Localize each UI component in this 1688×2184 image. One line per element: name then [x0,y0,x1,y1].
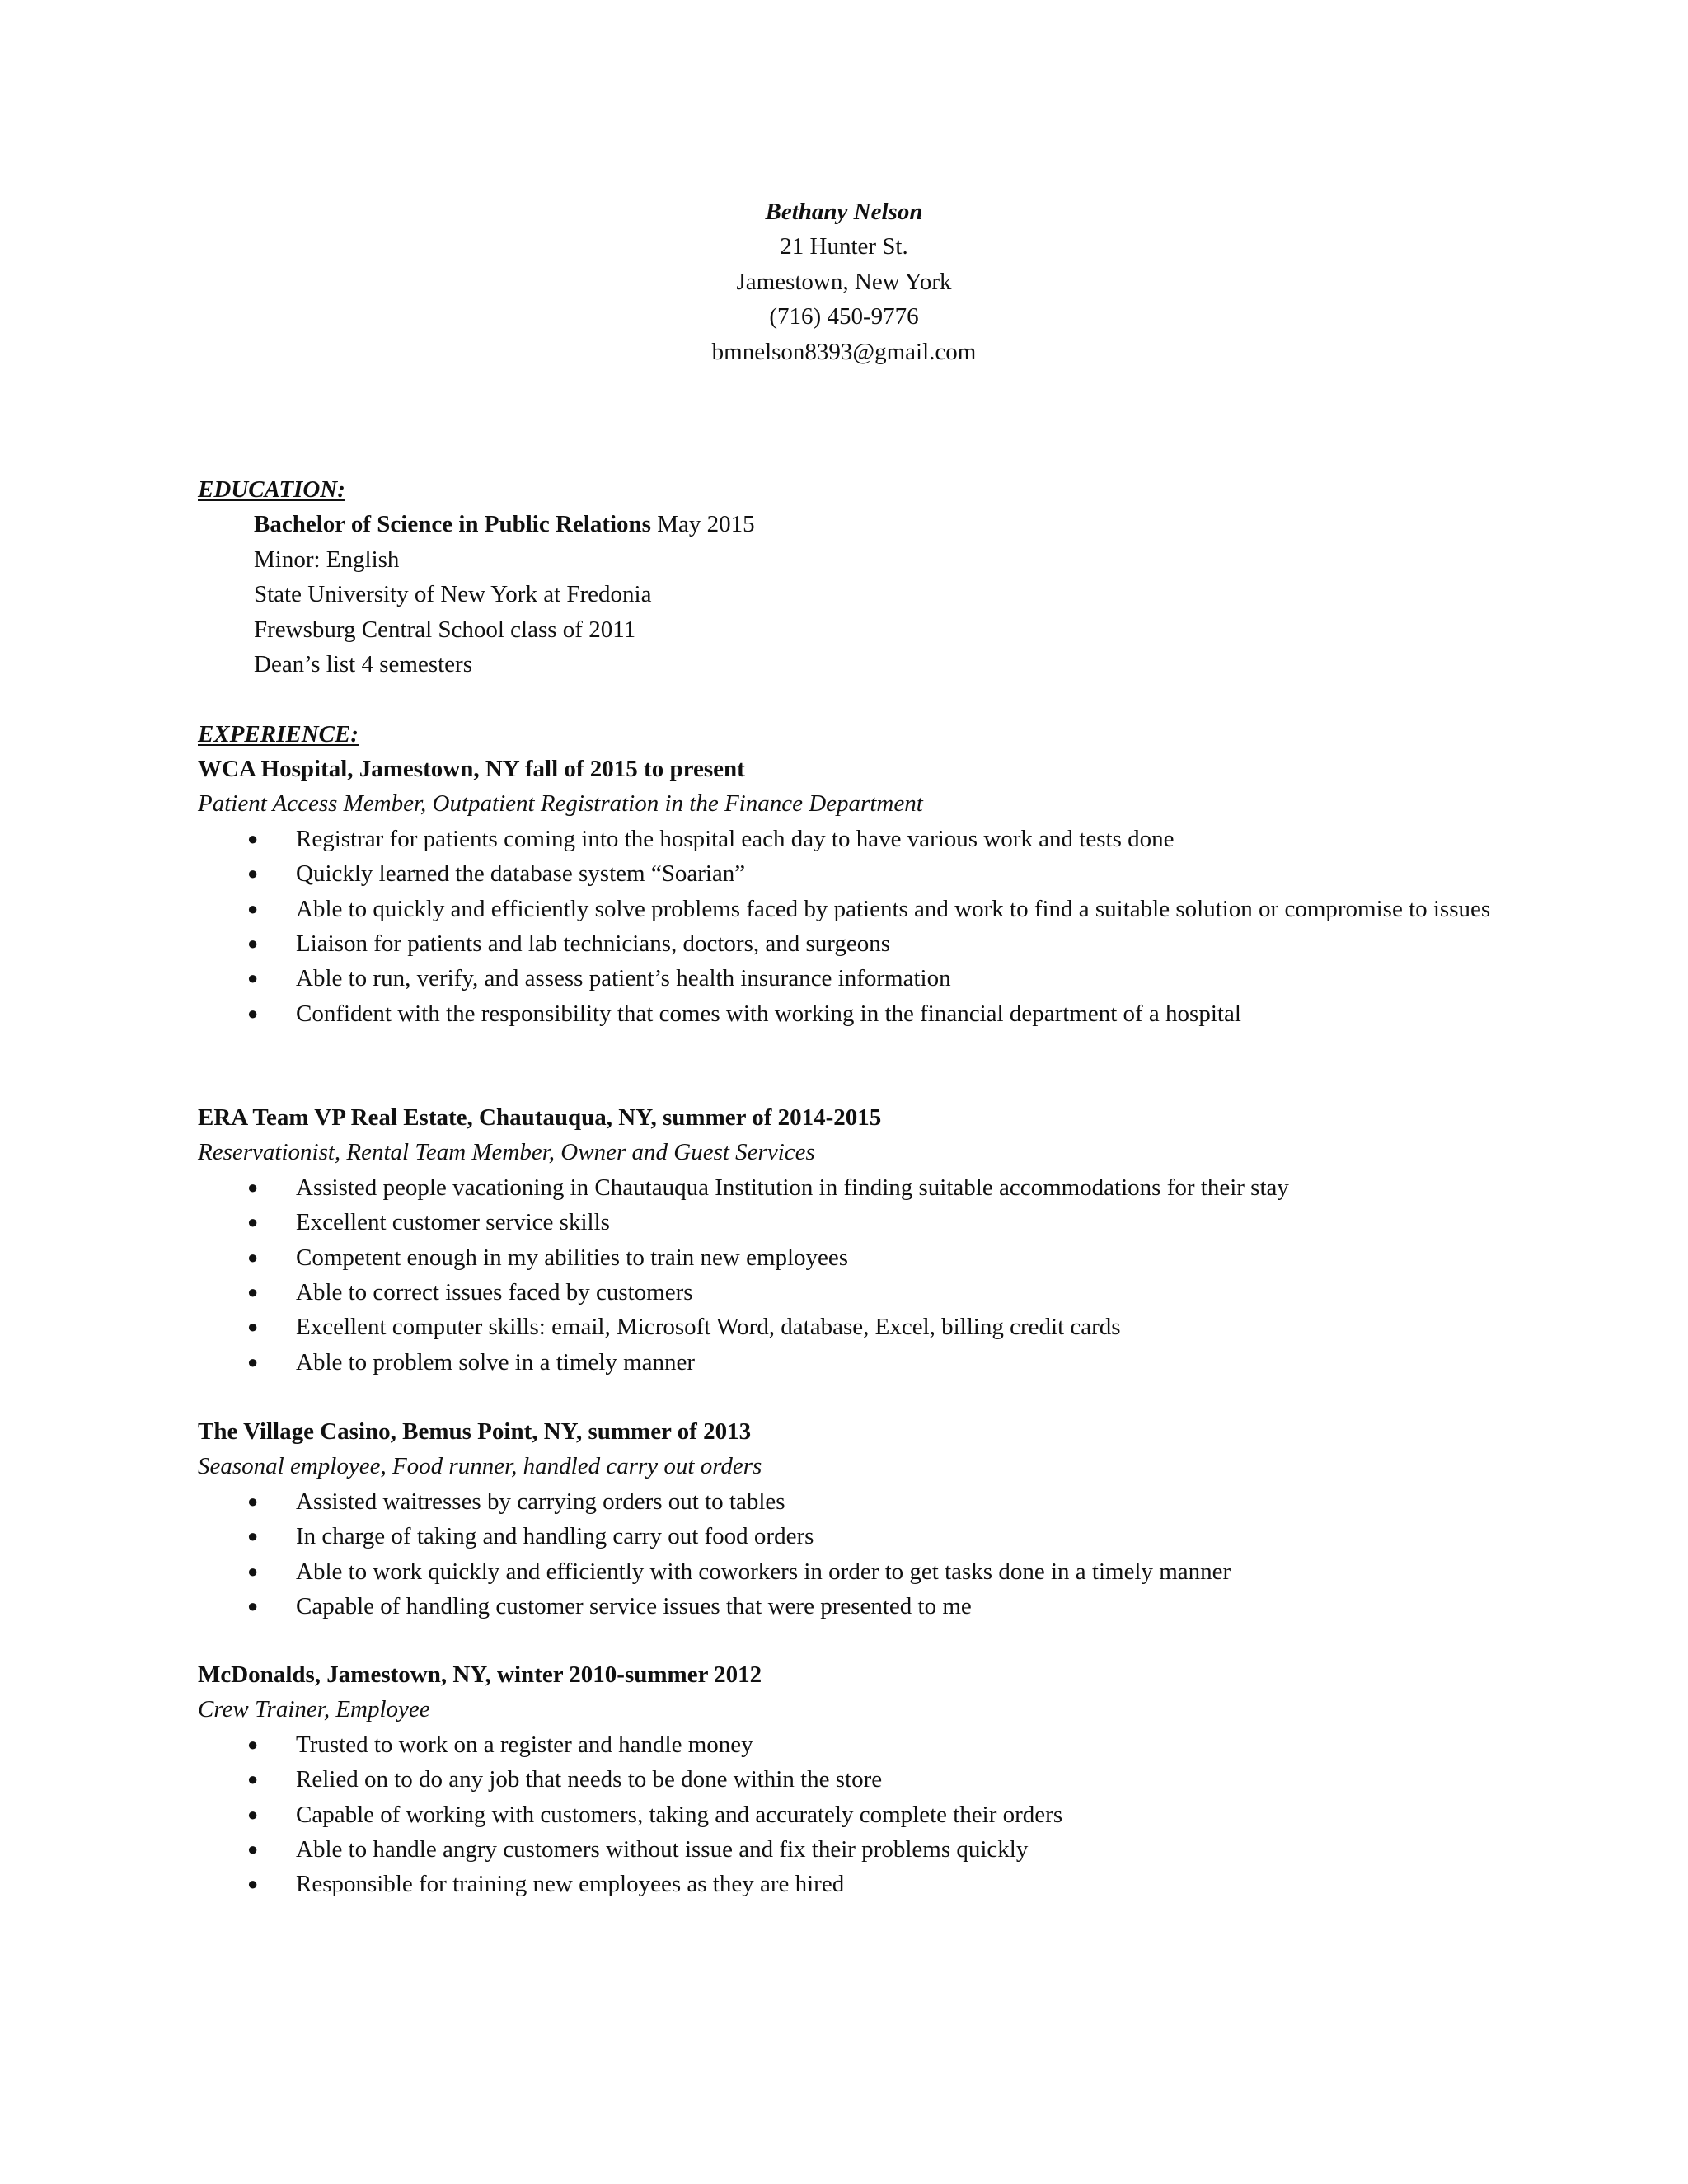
bullet-icon: ● [247,1769,259,1790]
bullet-icon: ● [247,1839,259,1860]
education-line: State University of New York at Fredonia [254,581,652,608]
job-bullets [198,1727,1550,1902]
bullet-item: ● Quickly learned the database system “Soarian” [198,856,1550,891]
job-bullets [198,822,1550,1031]
bullet-icon: ● [247,1490,259,1511]
bullet-item: ● Responsible for training new employees as they are hired [198,1867,1550,1901]
bullet-icon: ● [247,1002,259,1024]
job-title: ERA Team VP Real Estate, Chautauqua, NY, summer of 2014-2015 [198,1104,882,1131]
bullet-item: ● Assisted waitresses by carrying orders out to tables [198,1484,1550,1519]
degree-date: May 2015 [657,511,755,538]
bullet-item: ● Trusted to work on a register and handle money [198,1727,1550,1762]
bullet-item: ● In charge of taking and handling carry out food orders [198,1519,1550,1554]
bullet-item: ● Excellent customer service skills [198,1205,1550,1240]
job-role: Patient Access Member, Outpatient Registration in the Finance Department [198,790,923,818]
bullet-item: ● Able to run, verify, and assess patient’s health insurance information [198,961,1550,996]
bullet-item: ● Able to problem solve in a timely manner [198,1345,1550,1380]
bullet-icon: ● [247,1246,259,1268]
bullet-icon: ● [247,898,259,919]
job-bullets [198,1484,1550,1624]
bullet-item: ● Assisted people vacationing in Chautauqua Institution in finding suitable accommodations for their stay [198,1170,1550,1205]
contact-header [0,194,1688,369]
bullet-item: ● Registrar for patients coming into the hospital each day to have various work and tests done [198,822,1550,856]
bullet-item: ● Able to handle angry customers without issue and fix their problems quickly [198,1832,1550,1867]
bullet-item: ● Relied on to do any job that needs to be done within the store [198,1762,1550,1797]
bullet-icon: ● [247,863,259,884]
bullet-icon: ● [247,1733,259,1755]
job-bullets [198,1170,1550,1380]
bullet-item: ● Capable of working with customers, taking and accurately complete their orders [198,1797,1550,1832]
experience-heading: EXPERIENCE: [198,721,359,748]
bullet-item: ● Excellent computer skills: email, Microsoft Word, database, Excel, billing credit cards [198,1310,1550,1344]
bullet-icon: ● [247,1560,259,1582]
phone-number: (716) 450-9776 [769,303,919,330]
bullet-icon: ● [247,1596,259,1617]
education-section [198,472,1550,682]
bullet-item: ● Competent enough in my abilities to train new employees [198,1240,1550,1275]
bullet-icon: ● [247,1316,259,1338]
job-title: The Village Casino, Bemus Point, NY, summer of 2013 [198,1418,752,1445]
job-title: WCA Hospital, Jamestown, NY fall of 2015 to present [198,756,745,782]
bullet-icon: ● [247,1351,259,1372]
education-line: Minor: English [254,546,400,573]
candidate-name: Bethany Nelson [765,199,923,225]
bullet-icon: ● [247,1526,259,1547]
bullet-icon: ● [247,1212,259,1233]
street-address: 21 Hunter St. [780,233,908,260]
job-role: Crew Trainer, Employee [198,1696,430,1723]
bullet-icon: ● [247,1803,259,1825]
degree-name: Bachelor of Science in Public Relations [254,511,651,538]
email-address: bmnelson8393@gmail.com [711,338,977,365]
degree-line [198,507,1550,541]
education-line: Dean’s list 4 semesters [254,651,472,678]
city-state: Jamestown, New York [736,268,952,295]
bullet-icon: ● [247,968,259,989]
education-line: Frewsburg Central School class of 2011 [254,616,636,643]
bullet-item: ● Able to work quickly and efficiently with coworkers in order to get tasks done in a timely manner [198,1554,1550,1589]
job-entry [198,1657,1550,1902]
bullet-item: ● Able to quickly and efficiently solve problems faced by patients and work to find a suitable solution or compromise to issues [198,892,1550,926]
job-entry [198,1414,1550,1624]
bullet-icon: ● [247,1176,259,1197]
bullet-icon: ● [247,1873,259,1895]
education-heading: EDUCATION: [198,476,345,503]
bullet-icon: ● [247,827,259,849]
job-title: McDonalds, Jamestown, NY, winter 2010-summer 2012 [198,1661,762,1688]
bullet-item: ● Capable of handling customer service issues that were presented to me [198,1589,1550,1624]
job-role: Reservationist, Rental Team Member, Owner and Guest Services [198,1139,815,1166]
bullet-item: ● Able to correct issues faced by customers [198,1275,1550,1310]
bullet-item: ● Confident with the responsibility that comes with working in the financial department of a hospital [198,996,1550,1031]
experience-heading-block [198,717,1550,752]
job-entry [198,752,1550,1031]
job-entry [198,1100,1550,1380]
bullet-item: ● Liaison for patients and lab technicians, doctors, and surgeons [198,926,1550,961]
bullet-icon: ● [247,933,259,954]
job-role: Seasonal employee, Food runner, handled carry out orders [198,1453,762,1480]
bullet-icon: ● [247,1282,259,1303]
